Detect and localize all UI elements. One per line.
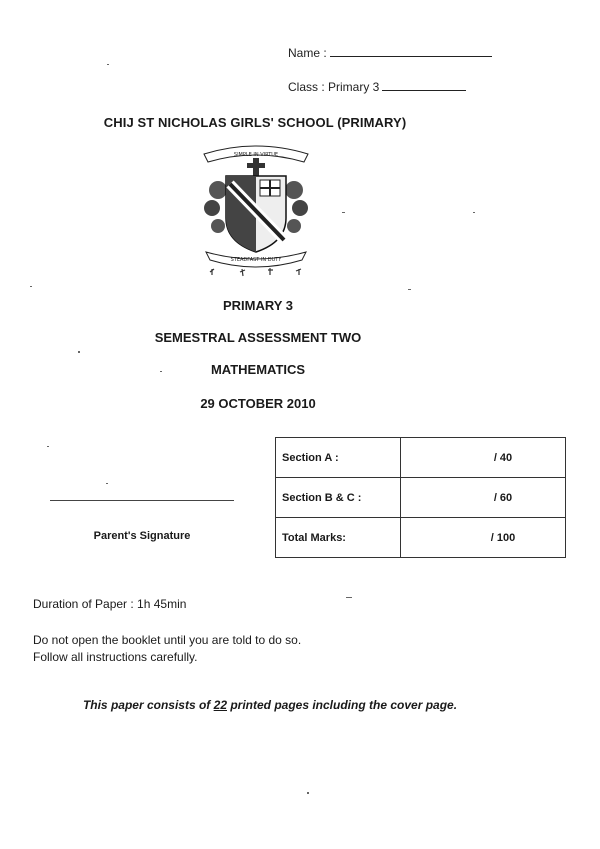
scan-speck <box>307 792 309 794</box>
table-row <box>276 438 566 478</box>
scan-speck <box>342 212 345 213</box>
scan-speck <box>408 289 411 290</box>
marks-value-section-a: / 40 <box>401 438 566 478</box>
marks-label-section-a: Section A : <box>276 438 401 478</box>
marks-value-total: / 100 <box>401 518 566 558</box>
marks-value-section-bc: / 60 <box>401 478 566 518</box>
exam-level: PRIMARY 3 <box>222 298 294 313</box>
pages-note <box>0 698 540 712</box>
duration-text: Duration of Paper : 1h 45min <box>33 597 187 611</box>
class-blank[interactable] <box>382 90 466 91</box>
signature-label: Parent's Signature <box>93 530 191 542</box>
class-label: Class : Primary 3 <box>288 80 380 94</box>
crest-motto-top: SIMPLE IN VIRTUE <box>233 152 279 158</box>
marks-label-section-bc: Section B & C : <box>276 478 401 518</box>
instruction-line: Follow all instructions carefully. <box>33 650 198 664</box>
exam-date: 29 OCTOBER 2010 <box>200 396 316 411</box>
name-label: Name : <box>288 46 327 60</box>
scan-speck <box>106 483 108 484</box>
pages-note-prefix: This paper consists of <box>82 698 214 712</box>
exam-subject: MATHEMATICS <box>210 362 306 377</box>
marks-table <box>275 437 566 558</box>
name-field-row <box>288 46 492 60</box>
school-crest <box>196 140 316 280</box>
marks-label-total: Total Marks: <box>276 518 401 558</box>
scan-speck <box>160 371 162 372</box>
class-field-row <box>288 80 466 94</box>
crest-motto-bottom: STEADFAST IN DUTY <box>230 257 282 263</box>
table-row <box>276 518 566 558</box>
name-blank[interactable] <box>330 56 492 57</box>
scan-speck <box>78 351 80 353</box>
scan-speck <box>346 597 352 598</box>
pages-note-suffix: printed pages including the cover page. <box>227 698 458 712</box>
scan-speck <box>30 286 32 287</box>
scan-speck <box>473 212 475 213</box>
table-row <box>276 478 566 518</box>
scan-speck <box>47 446 49 447</box>
pages-count: 22 <box>213 698 227 712</box>
scan-speck <box>107 64 109 65</box>
school-name: CHIJ ST NICHOLAS GIRLS' SCHOOL (PRIMARY) <box>103 115 407 130</box>
signature-line[interactable] <box>50 500 234 501</box>
exam-assessment: SEMESTRAL ASSESSMENT TWO <box>154 330 362 345</box>
instruction-line: Do not open the booklet until you are told to do so. <box>33 633 302 647</box>
